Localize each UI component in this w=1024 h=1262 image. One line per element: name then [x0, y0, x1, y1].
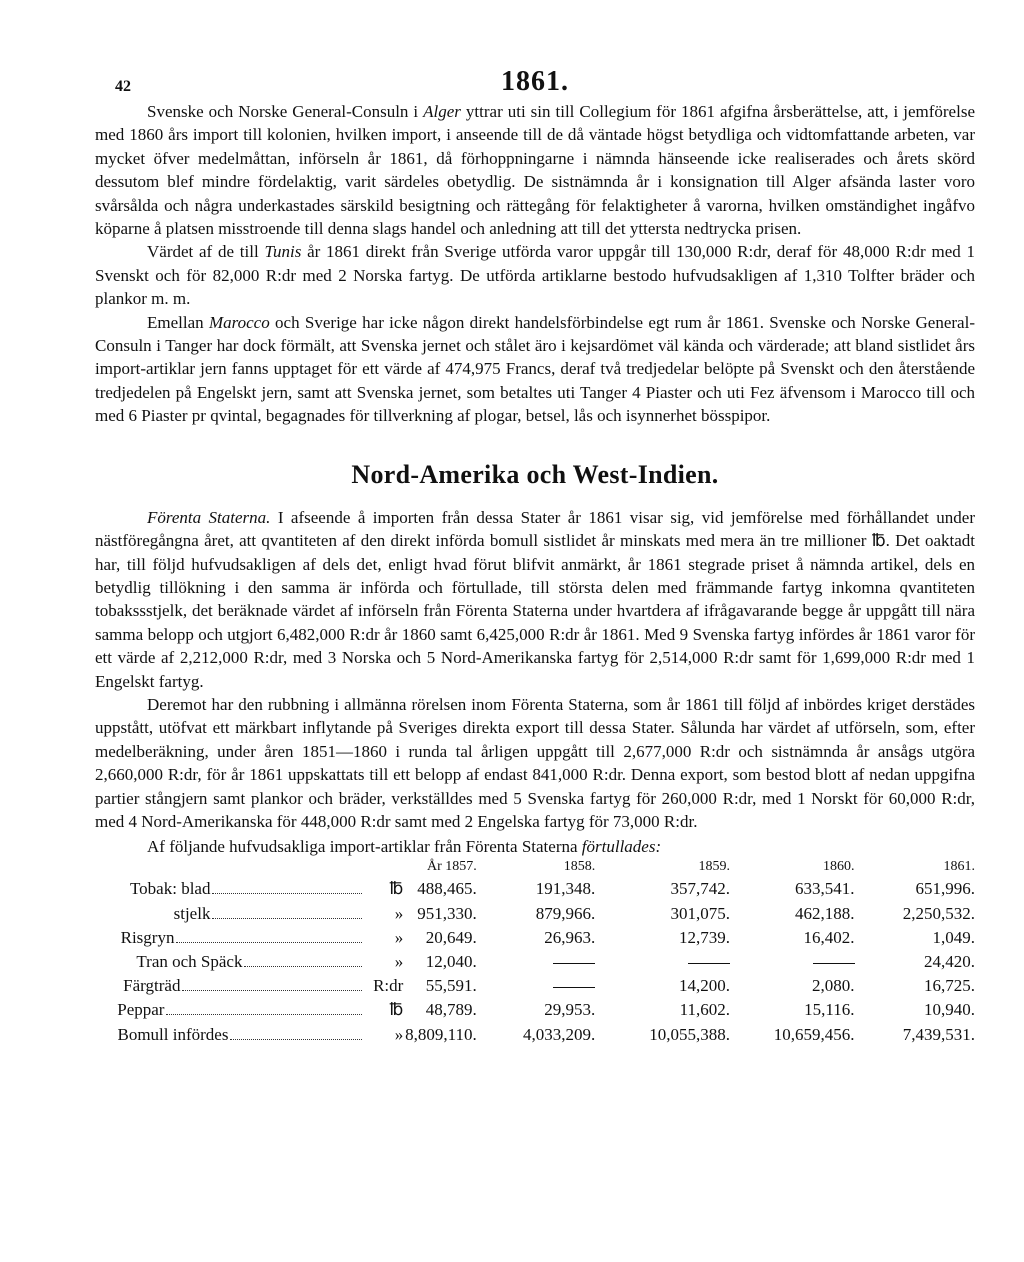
cell-value: 2,080.	[812, 976, 855, 996]
row-label-text: Tobak: blad	[129, 879, 211, 899]
cell-value: 10,940.	[924, 1000, 975, 1020]
cell-value: 301,075.	[670, 903, 730, 923]
cell-value: 191,348.	[535, 879, 596, 899]
section-north-africa	[95, 100, 975, 428]
cell-value: 879,966.	[535, 903, 596, 923]
cell-value: 48,789.	[425, 1000, 477, 1020]
row-label	[95, 877, 362, 901]
paragraph: Värdet af de till Tunis år 1861 direkt från Sverige utförda varor uppgår till 130,000 R:dr, deraf för 48,000 R:dr med 1 Svenskt och för 82,000 R:dr med 2 Norska fartyg. De utförda artiklarne bestodo hufvudsakligen af 1,310 Tolfter bräder och plankor m. m.	[95, 242, 975, 309]
empty-dash	[477, 974, 595, 998]
italic-place-name: Alger	[423, 102, 461, 121]
dot-leader	[182, 990, 362, 991]
row-label	[95, 926, 362, 950]
cell-value: 15,116.	[804, 1000, 855, 1020]
row-label-text: Bomull infördes	[117, 1024, 229, 1044]
row-unit: ℔	[389, 1000, 404, 1020]
cell-value: 7,439,531.	[902, 1024, 975, 1044]
row-label	[95, 950, 362, 974]
empty-dash	[730, 950, 855, 974]
page-header	[95, 60, 975, 100]
table-row	[95, 926, 975, 950]
table-caption-text: Af följande hufvudsakliga import-artiklar från Förenta Staterna	[147, 837, 582, 857]
paragraph: Svenske och Norske General-Consuln i Alger yttrar uti sin till Collegium för 1861 afgifna årsberättelse, att, i jemförelse med 1860 års import till kolonien, hvilken import, i anseende till de då väntade högst betydliga och vidtomfattande arbeten, var mycket öfver medelmåttan, införseln år 1861, då förhoppningarne i nämnda hänseende icke realiserades och årets skörd dessutom blef mindre fördelaktig, varit särdeles obetydlig. De sistnämnda år i konsignation till Alger afsända laster voro svårsålda och några underkastades särskild besigtning och rättegång för felaktigheter å varorna, hvilken omständighet ingåfvo köparne å platsen misstroende till denna slags handel och anledning att till det yttersta nedtrycka prisen.	[95, 102, 975, 239]
col-header: 1860.	[823, 859, 855, 875]
table-header-row	[95, 859, 975, 877]
paragraph: Förenta Staterna. I afseende å importen från dessa Stater år 1861 visar sig, vid jemförelse med förhållandet under nästföregångna året, att qvantiteten af den direkt införda bomull sistlidet år minskats med mera än tre millioner ℔. Det oaktadt har, till följd hufvudsakligen af dels det, enligt hvad förut blifvit anmärkt, år 1861 stegrade priset å nämnda artikel, dels en betydlig tillökning i den samma är införda och förtullade, till största delen med främmande fartyg inkomna qvantiteten tobakssstjelk, det beräknade värdet af införseln från Förenta Staterna under hvartdera af ifrågavarande begge år uppgått till nära samma belopp och utgjort 6,482,000 R:dr år 1860 samt 6,425,000 R:dr år 1861. Med 9 Svenska fartyg infördes år 1861 varor för ett värde af 2,212,000 R:dr, med 3 Norska och 5 Nord-Amerikanska fartyg för 2,514,000 R:dr samt för 1,699,000 R:dr med 1 Engelskt fartyg.	[95, 507, 975, 691]
dot-leader	[212, 893, 362, 894]
cell-value: 55,591.	[425, 976, 477, 996]
cell-value: 16,402.	[803, 927, 855, 947]
cell-value: 951,330.	[417, 903, 477, 923]
row-label	[95, 902, 362, 926]
row-label-text: stjelk	[139, 903, 211, 923]
section-heading: Nord-Amerika och West-Indien.	[351, 459, 719, 489]
empty-dash	[477, 950, 595, 974]
cell-value: 633,541.	[795, 879, 855, 899]
dot-leader	[176, 942, 362, 943]
row-unit: »	[394, 952, 404, 972]
row-label-text: Tran och Späck	[136, 952, 243, 972]
header-unit-blank	[362, 859, 403, 877]
dash-line	[688, 963, 730, 964]
row-unit: ℔	[389, 879, 404, 899]
import-table	[95, 859, 975, 1046]
row-label-text: Risgryn	[120, 927, 175, 947]
cell-value: 8,809,110.	[405, 1024, 477, 1044]
dot-leader	[212, 918, 362, 919]
table-row	[95, 950, 975, 974]
row-unit: »	[394, 903, 404, 923]
dot-leader	[230, 1039, 362, 1040]
row-unit: R:dr	[373, 976, 404, 996]
row-label	[95, 998, 362, 1022]
row-label	[95, 974, 362, 998]
cell-value: 14,200.	[678, 976, 730, 996]
cell-value: 1,049.	[932, 927, 975, 947]
table-row	[95, 1023, 975, 1047]
cell-value: 20,649.	[425, 927, 477, 947]
col-header: 1858.	[563, 859, 596, 875]
dot-leader	[244, 966, 362, 967]
table-row	[95, 998, 975, 1022]
document-page	[95, 60, 975, 1047]
cell-value: 2,250,532.	[902, 903, 975, 923]
italic-place-name: Förenta Staterna.	[147, 507, 271, 527]
section-north-america	[95, 506, 975, 834]
col-header: 1861.	[943, 859, 975, 875]
dash-line	[553, 963, 595, 964]
cell-value: 24,420.	[924, 952, 975, 972]
cell-value: 12,040.	[425, 952, 477, 972]
italic-place-name: Marocco	[208, 312, 270, 332]
paragraph: Emellan Marocco och Sverige har icke någon direkt handelsförbindelse egt rum år 1861. Svenske och Norske General-Consuln i Tanger har dock förmält, att Svenska jernet och stålet äro i kejsardömet väl kända och värderade; att bland sistlidet års import-artiklar jern fanns upptaget för ett värde af 474,975 Francs, deraf två tredjedelar belöpte på Svenskt och den återstående tredjedelen på Engelskt jern, samt att Svenska jernet, som betaltes uti Tanger 4 Piaster och uti Fez äfvensom i Marocco till och med 6 Piaster pr qvintal, begagnades för tillverkning af plogar, betsel, lås och isynnerhet bösspipor.	[95, 312, 975, 426]
cell-value: 357,742.	[670, 879, 730, 899]
cell-value: 29,953.	[544, 1000, 596, 1020]
empty-dash	[595, 950, 730, 974]
cell-value: 10,055,388.	[649, 1024, 730, 1044]
page-number: 42	[115, 78, 131, 95]
table-caption-italic: förtullades:	[581, 837, 662, 857]
dot-leader	[166, 1014, 362, 1015]
row-label-text: Färgträd	[123, 976, 181, 996]
header-blank	[95, 859, 362, 877]
table-row	[95, 902, 975, 926]
cell-value: 16,725.	[924, 976, 975, 996]
page-year-heading: 1861.	[501, 66, 569, 97]
col-header: År 1857.	[427, 859, 477, 875]
row-label-text: Peppar	[117, 1000, 165, 1020]
cell-value: 462,188.	[795, 903, 855, 923]
cell-value: 10,659,456.	[773, 1024, 855, 1044]
italic-place-name: Tunis	[264, 242, 302, 262]
row-unit: »	[394, 927, 404, 947]
table-caption	[95, 837, 975, 857]
cell-value: 651,996.	[915, 879, 975, 899]
dash-line	[553, 987, 595, 988]
table-row	[95, 877, 975, 901]
table-row	[95, 974, 975, 998]
row-unit: »	[394, 1024, 404, 1044]
dash-line	[813, 963, 855, 964]
row-label	[95, 1023, 362, 1047]
col-header: 1859.	[698, 859, 730, 875]
cell-value: 4,033,209.	[522, 1024, 596, 1044]
paragraph: Deremot har den rubbning i allmänna rörelsen inom Förenta Staterna, som år 1861 till följd af inbördes kriget derstädes uppstått, utöfvat ett märkbart inflytande på Sveriges direkta export till dessa Stater. Sålunda har värdet af utförseln, som, efter medelberäkning, under åren 1851—1860 i runda tal årligen uppgått till 2,677,000 R:dr och sistnämnda år ansågs utgöra 2,660,000 R:dr, för år 1861 uppskattats till ett belopp af endast 841,000 R:dr. Denna export, som bestod blott af nedan uppgifna partier stångjern samt plankor och bräder, verkställdes med 5 Svenska fartyg för 260,000 R:dr, med 1 Norskt för 60,000 R:dr, med 4 Nord-Amerikanska för 448,000 R:dr samt med 2 Engelska fartyg för 73,000 R:dr.	[95, 694, 975, 831]
cell-value: 11,602.	[679, 1000, 730, 1020]
cell-value: 12,739.	[678, 927, 730, 947]
cell-value: 488,465.	[417, 879, 477, 899]
cell-value: 26,963.	[544, 927, 596, 947]
